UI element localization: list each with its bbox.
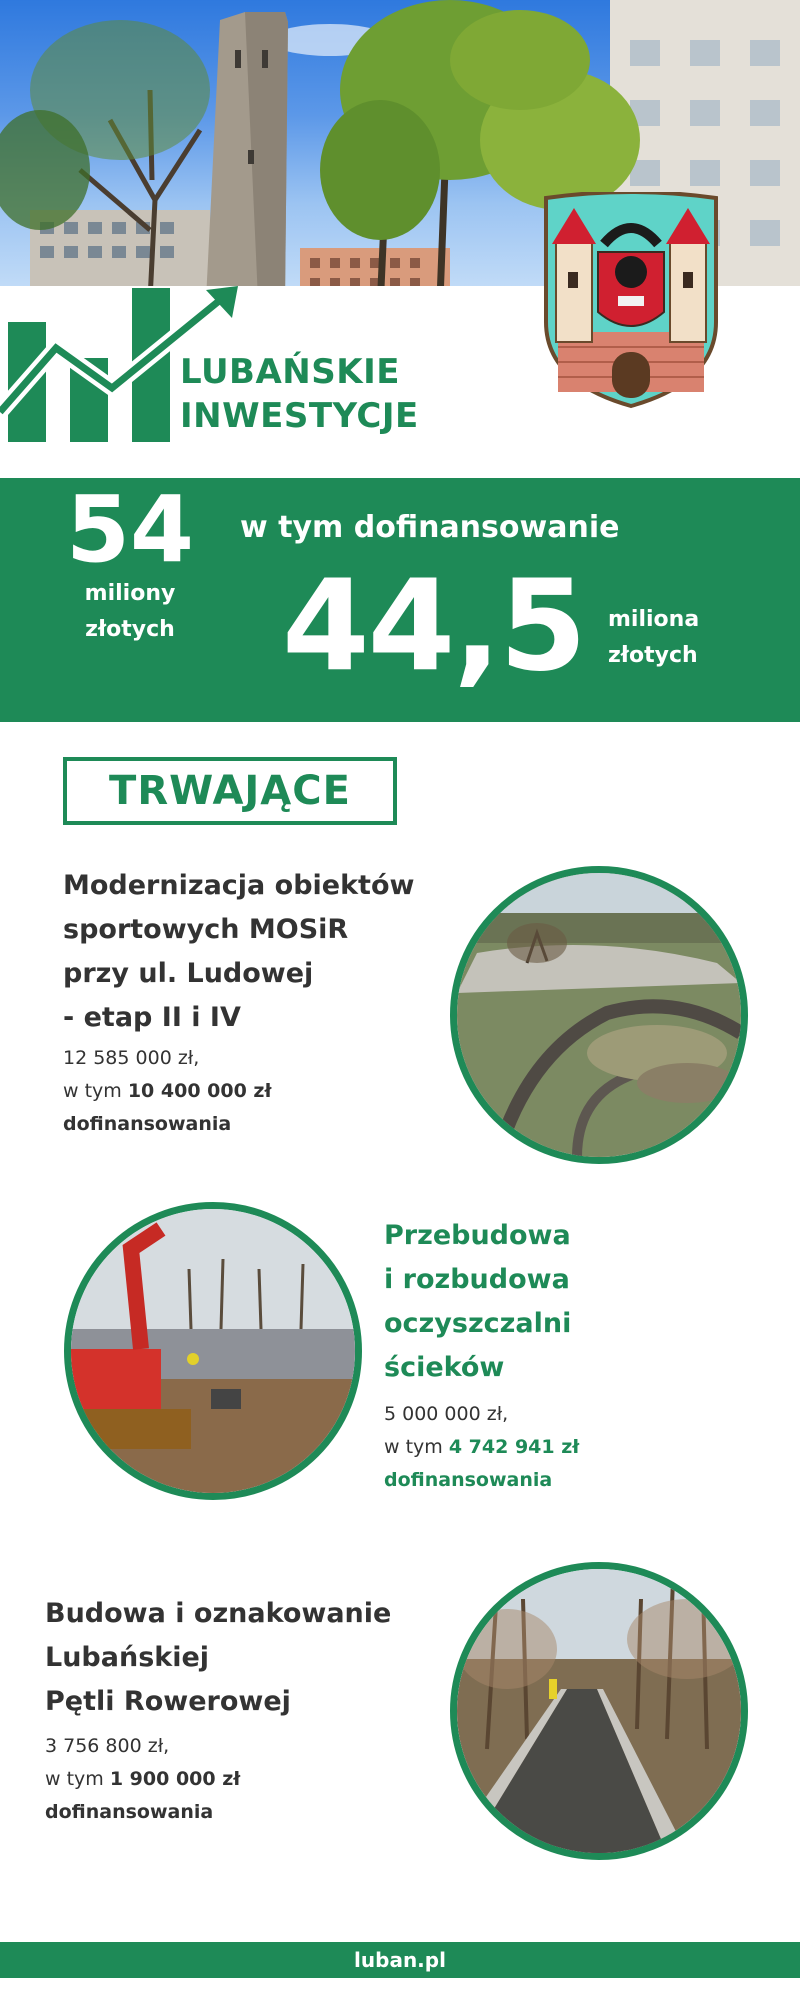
project-3-subsidy-amount: 1 900 000 zł — [109, 1768, 241, 1790]
subsidy-unit — [608, 602, 699, 674]
project-1-cost-info — [63, 1042, 272, 1141]
project-2-subsidy-suffix: dofinansowania — [384, 1469, 553, 1491]
project-3-subsidy-suffix: dofinansowania — [45, 1801, 214, 1823]
subsidy-unit-line-1: miliona — [608, 607, 700, 632]
total-unit — [66, 576, 194, 648]
project-2-title-line-2: i rozbudowa — [384, 1264, 570, 1295]
footer-bar — [0, 1942, 800, 1978]
section-title: TRWAJĄCE — [109, 768, 351, 814]
project-1-subsidy-suffix: dofinansowania — [63, 1113, 232, 1135]
project-3-title — [45, 1592, 391, 1724]
project-1-subsidy-line — [63, 1075, 272, 1108]
project-1-title-line-3: przy ul. Ludowej — [63, 958, 314, 989]
project-2-title — [384, 1214, 571, 1390]
subsidy-label: w tym dofinansowanie — [240, 510, 620, 545]
project-3-subsidy-line — [45, 1763, 240, 1796]
project-3-title-line-1: Budowa i oznakowanie — [45, 1598, 392, 1629]
coat-of-arms-icon — [538, 192, 724, 412]
project-3-title-line-3: Pętli Rowerowej — [45, 1686, 291, 1717]
project-3-bike-path-photo-illustration — [457, 1569, 741, 1853]
project-3-title-line-2: Lubańskiej — [45, 1642, 210, 1673]
project-3-subsidy-prefix: w tym — [45, 1768, 104, 1790]
total-unit-line-2: złotych — [85, 617, 175, 642]
footer-url: luban.pl — [354, 1948, 446, 1972]
project-2-title-line-1: Przebudowa — [384, 1220, 571, 1251]
project-1-title-line-2: sportowych MOSiR — [63, 914, 349, 945]
project-1-title-line-4: - etap II i IV — [63, 1002, 241, 1033]
project-1-title-line-1: Modernizacja obiektów — [63, 870, 415, 901]
subsidy-value: 44,5 — [282, 552, 585, 699]
project-1-photo — [450, 866, 748, 1164]
project-1-subsidy-prefix: w tym — [63, 1080, 122, 1102]
project-2-title-line-4: ścieków — [384, 1352, 505, 1383]
investment-stats-band — [0, 478, 800, 722]
project-2-subsidy-amount: 4 742 941 zł — [448, 1436, 580, 1458]
project-3-cost-info — [45, 1730, 240, 1829]
brand-title-line-1: LUBAŃSKIE — [180, 352, 400, 392]
project-3-cost: 3 756 800 zł, — [45, 1735, 170, 1757]
brand-title-line-2: INWESTYCJE — [180, 396, 419, 436]
total-value: 54 — [66, 476, 195, 583]
project-1-subsidy-amount: 10 400 000 zł — [127, 1080, 272, 1102]
subsidy-unit-line-2: złotych — [608, 643, 698, 668]
section-header-ongoing — [63, 757, 397, 825]
project-1-title — [63, 864, 414, 1040]
project-2-title-line-3: oczyszczalni — [384, 1308, 572, 1339]
total-unit-line-1: miliony — [84, 581, 176, 606]
project-2-subsidy-line — [384, 1431, 579, 1464]
project-2-cost: 5 000 000 zł, — [384, 1403, 509, 1425]
project-2-cost-info — [384, 1398, 579, 1497]
brand-title — [180, 350, 419, 438]
project-3-photo — [450, 1562, 748, 1860]
project-2-subsidy-prefix: w tym — [384, 1436, 443, 1458]
project-2-photo — [64, 1202, 362, 1500]
project-1-cost: 12 585 000 zł, — [63, 1047, 200, 1069]
project-1-aerial-photo-illustration — [457, 873, 741, 1157]
project-2-excavator-photo-illustration — [71, 1209, 355, 1493]
